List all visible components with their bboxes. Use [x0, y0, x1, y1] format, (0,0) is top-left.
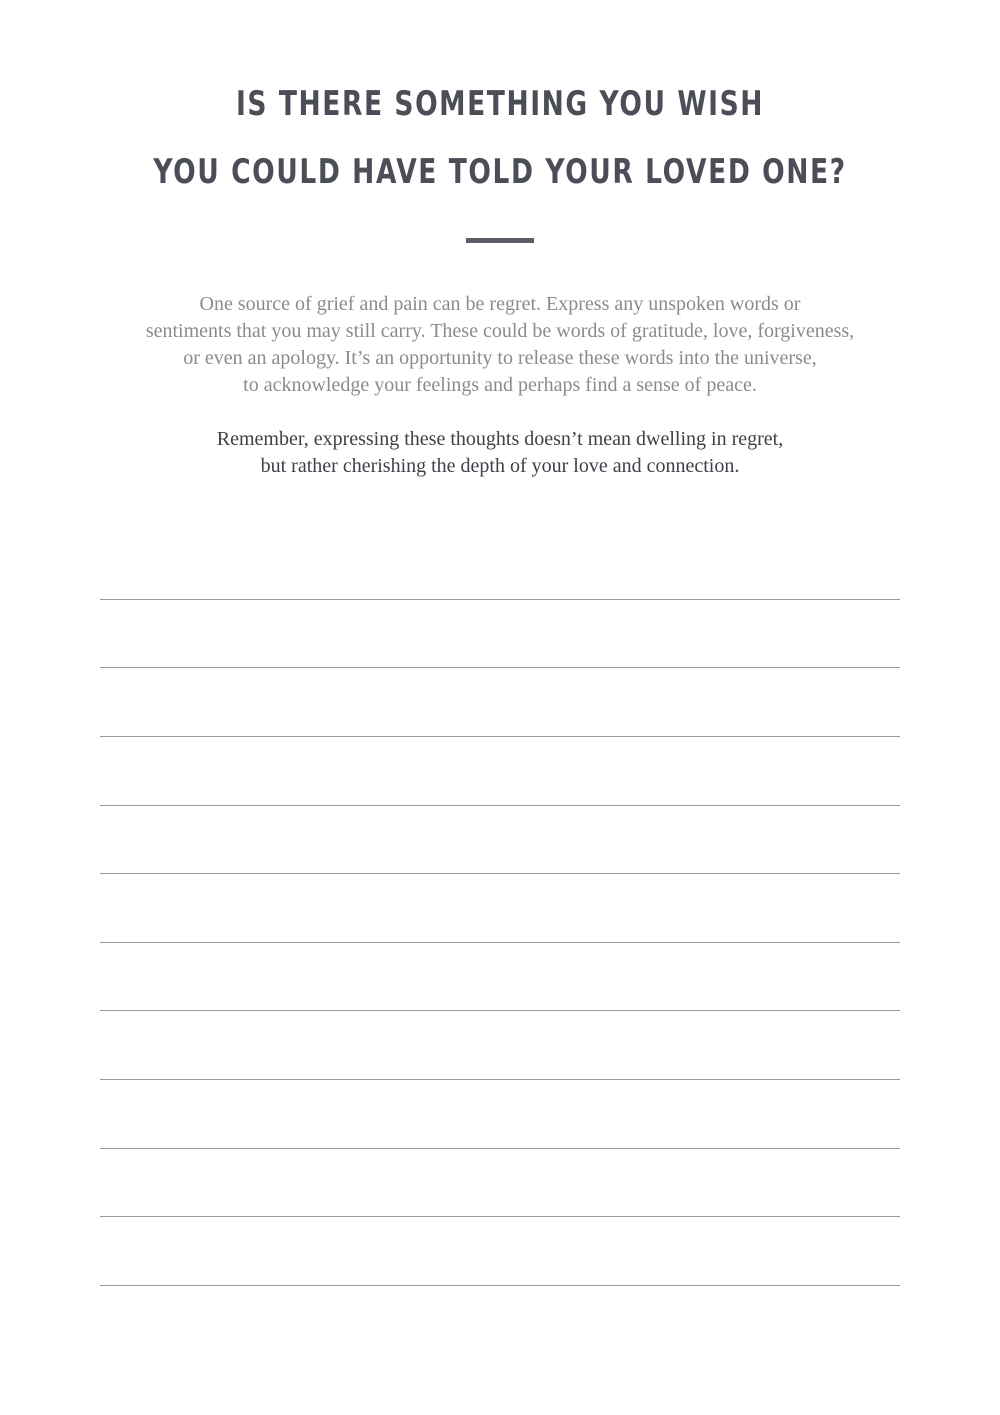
title-line-2: YOU COULD HAVE TOLD YOUR LOVED ONE?: [153, 152, 847, 192]
writing-line: [100, 1010, 900, 1011]
remember-line-2: but rather cherishing the depth of your love and connection.: [260, 455, 740, 477]
writing-line: [100, 805, 900, 806]
intro-line-1: One source of grief and pain can be regret. Express any unspoken words or: [199, 293, 801, 315]
title-divider: [466, 238, 534, 243]
writing-line: [100, 1148, 900, 1149]
intro-paragraph: [0, 291, 1000, 399]
writing-line: [100, 942, 900, 943]
writing-line: [100, 873, 900, 874]
writing-line: [100, 1216, 900, 1217]
writing-line: [100, 1079, 900, 1080]
page-title: [0, 70, 1000, 206]
writing-line: [100, 736, 900, 737]
writing-line: [100, 1285, 900, 1286]
intro-line-3: or even an apology. It’s an opportunity to release these words into the universe,: [183, 347, 817, 369]
writing-line: [100, 667, 900, 668]
intro-line-4: to acknowledge your feelings and perhaps find a sense of peace.: [243, 374, 757, 396]
title-line-1: IS THERE SOMETHING YOU WISH: [236, 84, 764, 124]
remember-line-1: Remember, expressing these thoughts doesn’t mean dwelling in regret,: [216, 428, 784, 450]
writing-line: [100, 599, 900, 600]
remember-paragraph: [0, 426, 1000, 480]
intro-line-2: sentiments that you may still carry. These could be words of gratitude, love, forgiveness,: [145, 320, 855, 342]
